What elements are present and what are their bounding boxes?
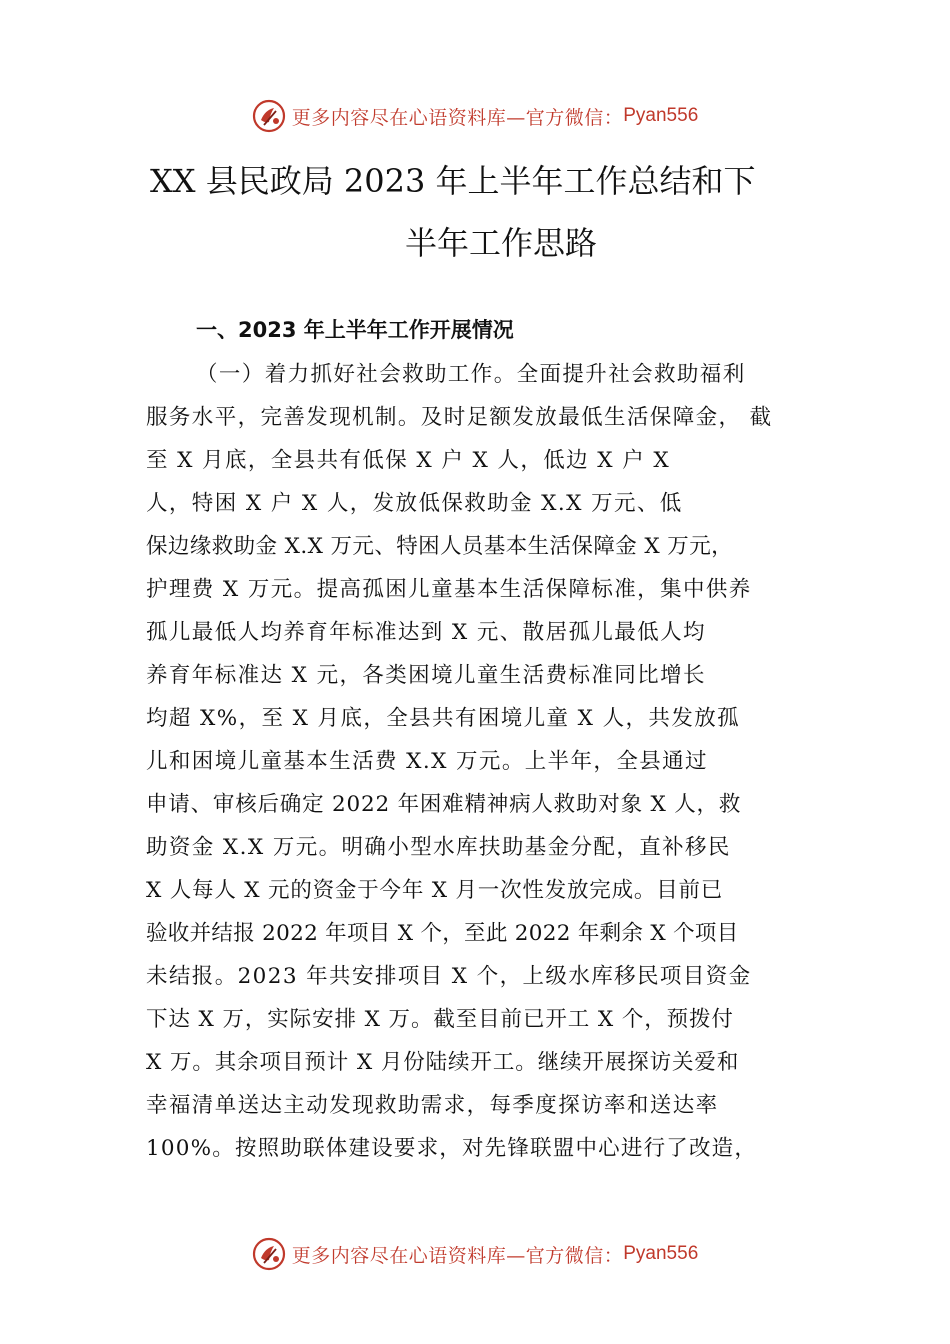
paragraph-line: 护理费 X 万元。提高孤困儿童基本生活保障标准，集中供养 <box>146 577 752 602</box>
paragraph-line: 人，特困 X 户 X 人，发放低保救助金 X.X 万元、低 <box>146 491 683 516</box>
header-banner <box>0 96 950 136</box>
paragraph-line: X 万。其余项目预计 X 月份陆续开工。继续开展探访关爱和 <box>146 1050 740 1075</box>
paragraph-line: 未结报。2023 年共安排项目 X 个，上级水库移民项目资金 <box>146 964 752 989</box>
logo-icon <box>252 1237 286 1271</box>
banner-wechat-id: Pyan556 <box>623 105 699 126</box>
banner-text: 更多内容尽在心语资料库—官方微信： <box>291 106 624 129</box>
document-title-line-1: XX 县民政局 2023 年上半年工作总结和下 <box>150 162 756 200</box>
paragraph-line: 助资金 X.X 万元。明确小型水库扶助基金分配，直补移民 <box>146 835 731 860</box>
paragraph-line: 儿和困境儿童基本生活费 X.X 万元。上半年，全县通过 <box>146 749 708 774</box>
section-heading: 一、2023 年上半年工作开展情况 <box>196 318 514 342</box>
paragraph-line: 至 X 月底，全县共有低保 X 户 X 人，低边 X 户 X <box>146 448 671 473</box>
logo-icon <box>252 99 286 133</box>
paragraph-line: 100%。按照助联体建设要求，对先锋联盟中心进行了改造， <box>146 1136 758 1161</box>
paragraph-line: 养育年标准达 X 元，各类困境儿童生活费标准同比增长 <box>146 663 706 688</box>
paragraph-line: 申请、审核后确定 2022 年困难精神病人救助对象 X 人，救 <box>146 792 742 817</box>
document-title-line-2: 半年工作思路 <box>405 224 598 262</box>
paragraph-line: 孤儿最低人均养育年标准达到 X 元、散居孤儿最低人均 <box>146 620 706 645</box>
paragraph-line: X 人每人 X 元的资金于今年 X 月一次性发放完成。目前已 <box>146 878 724 903</box>
paragraph-line: 验收并结报 2022 年项目 X 个，至此 2022 年剩余 X 个项目 <box>146 921 739 946</box>
banner-wechat-id: Pyan556 <box>623 1243 699 1264</box>
banner-text: 更多内容尽在心语资料库—官方微信： <box>291 1244 624 1267</box>
paragraph-line: 幸福清单送达主动发现救助需求，每季度探访率和送达率 <box>146 1093 719 1118</box>
paragraph-line: （一）着力抓好社会救助工作。全面提升社会救助福利 <box>196 362 746 387</box>
paragraph-line: 均超 X%，至 X 月底，全县共有困境儿童 X 人，共发放孤 <box>146 706 741 731</box>
paragraph-line: 下达 X 万，实际安排 X 万。截至目前已开工 X 个，预拨付 <box>146 1007 734 1032</box>
footer-banner <box>0 1234 950 1274</box>
paragraph-line: 保边缘救助金 X.X 万元、特困人员基本生活保障金 X 万元， <box>146 534 733 559</box>
paragraph-line: 服务水平，完善发现机制。及时足额发放最低生活保障金， 截 <box>146 405 773 430</box>
